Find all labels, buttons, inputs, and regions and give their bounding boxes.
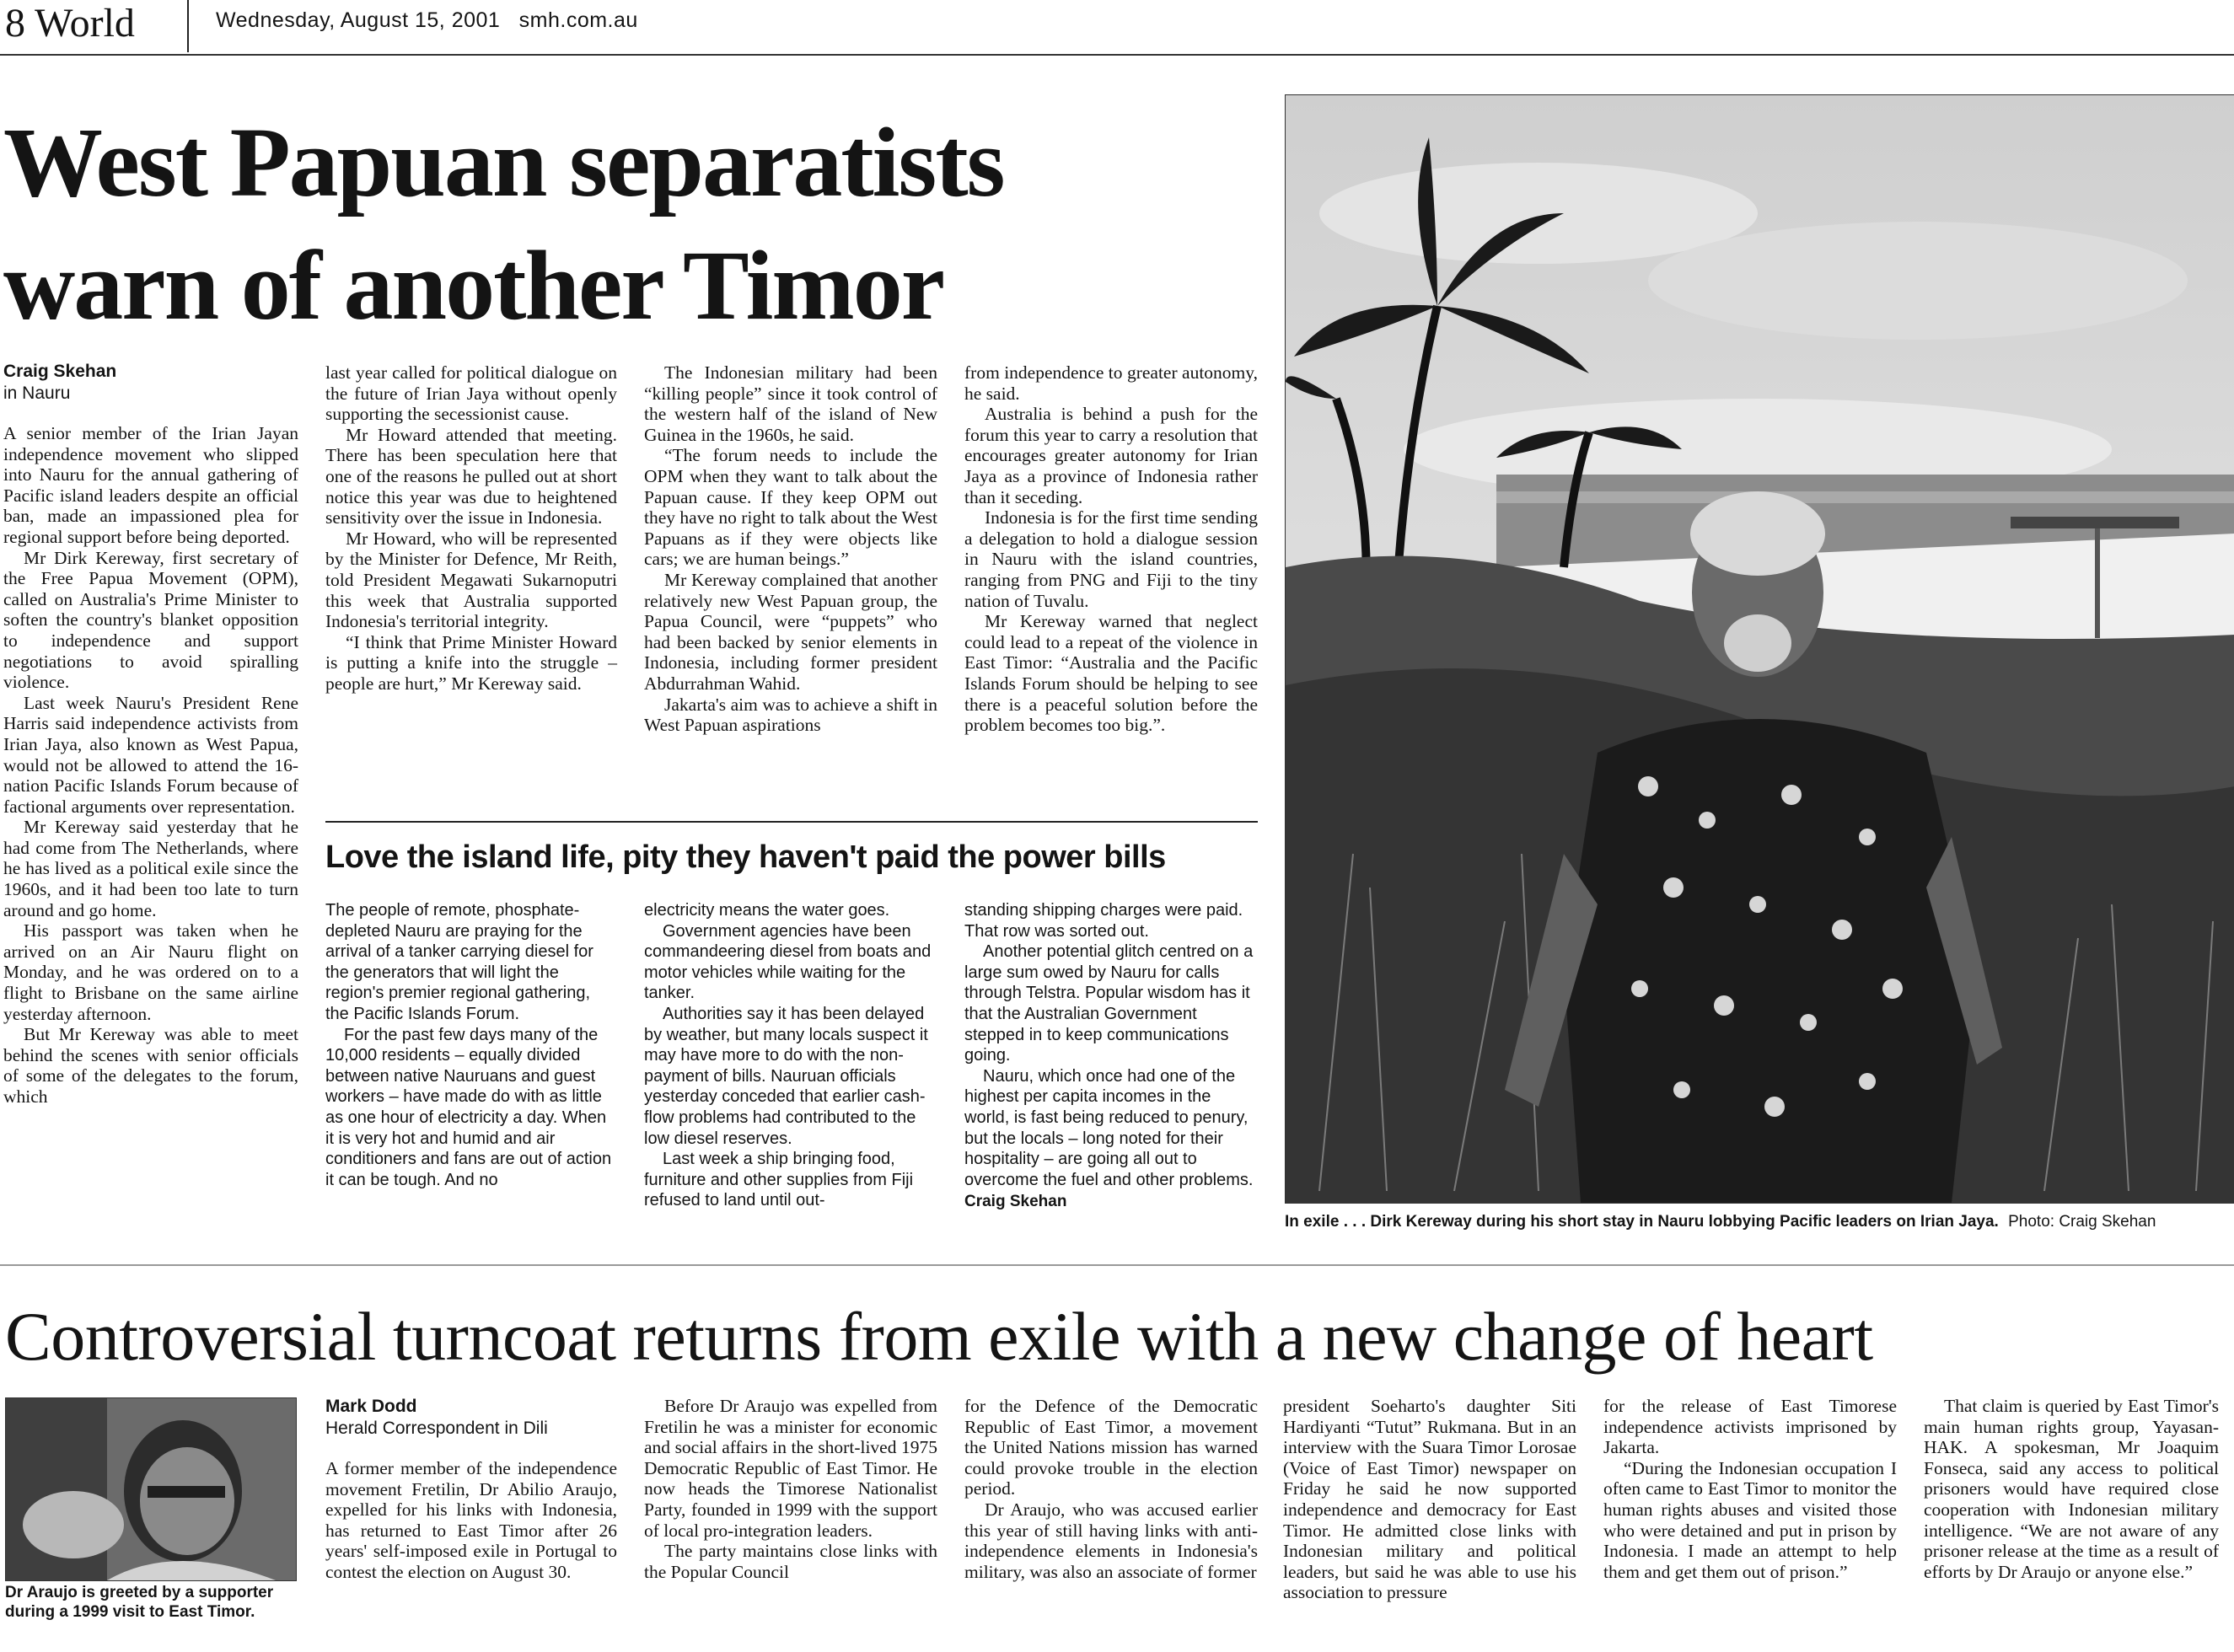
story3-column-6 <box>1924 1396 2219 1582</box>
header-divider <box>187 0 189 52</box>
paragraph: president Soeharto's daughter Siti Hardiyanti “Tutut” Rukmana. But in an interview with the Suara Timor Lorosae (Voice of East Timor) newspaper on Friday he said he now supported independence and democracy for East Timor. He admitted close links with Indonesian military and political leaders, but said he was able to use his association to pressure <box>1283 1396 1576 1603</box>
subhead: Love the island life, pity they haven't paid the power bills <box>325 839 1166 875</box>
article-column-3 <box>644 362 937 736</box>
paragraph: That claim is queried by East Timor's main human rights group, Yayasan-HAK. A spokesman, Mr Joaquim Fonseca, said any access to political prisoners would have required close cooperation with Indonesian military intelligence. “We are not aware of any prisoner release at the time as a result of efforts by Dr Araujo or anyone else.” <box>1924 1396 2219 1582</box>
date-line: Wednesday, August 15, 2001 smh.com.au <box>216 8 638 32</box>
page-section-label: 8 World <box>5 1 135 46</box>
subhead-rule <box>325 821 1258 823</box>
paragraph: Mr Kereway warned that neglect could lead to a repeat of the violence in East Timor: “Australia and the Pacific Islands Forum should be helping to see there is a peaceful solution before the problem becomes too big.”. <box>964 611 1258 736</box>
byline <box>3 361 298 405</box>
paragraph: Mr Kereway said yesterday that he had come from The Netherlands, where he has lived as a political exile since the 1960s, and it had been too late to turn around and go home. <box>3 817 298 920</box>
paragraph: A senior member of the Irian Jayan independence movement who slipped into Nauru for the annual gathering of Pacific island leaders despite an official ban, made an impassioned plea for regional support before being deported. <box>3 423 298 547</box>
paragraph: His passport was taken when he arrived on an Air Nauru flight on Monday, and he was ordered on to a flight to Brisbane on the same airline yesterday afternoon. <box>3 920 298 1024</box>
paragraph: The Indonesian military had been “killing people” since it took control of the western half of the island of New Guinea in the 1960s, he said. <box>644 362 937 445</box>
story-divider <box>0 1264 2234 1266</box>
byline-location: Herald Correspondent in Dili <box>325 1419 548 1438</box>
paragraph: The people of remote, phosphate-depleted Nauru are praying for the arrival of a tanker carrying diesel for the generators that will light the region's premier regional gathering, the Pacific Islands Forum. <box>325 901 593 1023</box>
paragraph: Dr Araujo, who was accused earlier this year of still having links with anti-independence elements in Indonesia's military, was also an associate of former <box>964 1499 1258 1582</box>
paragraph: Mr Dirk Kereway, first secretary of the Free Papua Movement (OPM), called on Australia's Prime Minister to soften the country's blanket opposition to independence and support negotiations to avoid spiralling violence. <box>3 547 298 693</box>
paragraph: The party maintains close links with the Popular Council <box>644 1541 937 1582</box>
paragraph: For the past few days many of the 10,000 residents – equally divided between native Nauruans and guest workers – have made do with as little as one hour of electricity a day. When it is very hot and humid and air conditioners and fans are out of action it can be tough. And no <box>325 1025 612 1189</box>
story3-column-4 <box>1283 1396 1576 1603</box>
paragraph: standing shipping charges were paid. That row was sorted out. <box>964 901 1243 941</box>
byline-name: Craig Skehan <box>3 362 117 381</box>
paragraph: Government agencies have been commandeering diesel from boats and motor vehicles while waiting for the tanker. <box>644 921 932 1003</box>
headline-line-2: warn of another Timor <box>3 230 944 341</box>
headline-main <box>3 101 1251 347</box>
article-column-4 <box>964 362 1258 736</box>
header-rule <box>0 54 2234 56</box>
headline-secondary: Controversial turncoat returns from exile with a new change of heart <box>5 1298 1873 1375</box>
paragraph: Before Dr Araujo was expelled from Fretilin he was a minister for economic and social affairs in the short-lived 1975 Democratic Republic of East Timor. He now heads the Timorese Nationalist Party, founded in 1999 with the support of local pro-integration leaders. <box>644 1396 937 1541</box>
headline-line-1: West Papuan separatists <box>3 107 1004 217</box>
story3-column-5 <box>1603 1396 1897 1582</box>
photo-credit: Photo: Craig Skehan <box>2008 1213 2156 1231</box>
paragraph: Nauru, which once had one of the highest per capita incomes in the world, is fast being reduced to penury, but the locals – long noted for their hospitality – are going all out to overcome the fuel and other problems. <box>964 1066 1254 1189</box>
paragraph: “I think that Prime Minister Howard is putting a knife into the struggle – people are hurt,” Mr Kereway said. <box>325 631 617 694</box>
paragraph: Jakarta's aim was to achieve a shift in West Papuan aspirations <box>644 694 937 736</box>
sidebar-byline: Craig Skehan <box>964 1193 1067 1211</box>
paragraph: from independence to greater autonomy, he said. <box>964 362 1258 404</box>
paragraph: electricity means the water goes. <box>644 901 890 920</box>
paragraph: Last week Nauru's President Rene Harris said independence activists from Irian Jaya, also known as West Papua, would not be allowed to attend the 16-nation Pacific Islands Forum because of factional arguments over representation. <box>3 692 298 817</box>
paragraph: last year called for political dialogue on the future of Irian Jaya without openly supporting the secessionist cause. <box>325 362 617 425</box>
paragraph: Authorities say it has been delayed by weather, but many locals suspect it may have more to do with the non-payment of bills. Nauruan officials yesterday conceded that earlier cash-flow problems had contributed to the low diesel reserves. <box>644 1004 928 1148</box>
byline-secondary <box>325 1396 620 1440</box>
paragraph: for the Defence of the Democratic Republic of East Timor, a movement the United Nations mission has warned could provoke trouble in the election period. <box>964 1396 1258 1499</box>
article-column-2 <box>325 362 617 695</box>
paragraph: for the release of East Timorese independence activists imprisoned by Jakarta. <box>1603 1396 1897 1458</box>
sidebar-column-3 <box>964 900 1258 1213</box>
paragraph: “The forum needs to include the OPM when they want to talk about the Papuan cause. If they keep OPM out they have no right to talk about the West Papuans as if they were objects like cars; we are human beings.” <box>644 445 937 570</box>
paragraph: Australia is behind a push for the forum this year to carry a resolution that encourages greater autonomy for Irian Jaya as a province of Indonesia rather than it seceding. <box>964 404 1258 507</box>
article-column-1 <box>3 423 298 1108</box>
paragraph: Another potential glitch centred on a large sum owed by Nauru for calls through Telstra. Popular wisdom has it that the Australian Government stepped in to keep communications going. <box>964 942 1254 1065</box>
paragraph: Indonesia is for the first time sending a delegation to hold a dialogue session in Nauru with the island countries, ranging from PNG and Fiji to the tiny nation of Tuvalu. <box>964 507 1258 611</box>
main-photo-caption <box>1285 1212 2156 1232</box>
byline-location: in Nauru <box>3 384 71 403</box>
paragraph: Last week a ship bringing food, furniture and other supplies from Fiji refused to land until out- <box>644 1150 914 1210</box>
sidebar-column-2 <box>644 900 937 1211</box>
paragraph: “During the Indonesian occupation I often came to East Timor to monitor the human rights abuses and visited those who were detained and put in prison by Indonesia. I made an attempt to help them and get them out of prison.” <box>1603 1457 1897 1582</box>
paragraph: Mr Kereway complained that another relatively new West Papuan group, the Papua Council, were “puppets” who had been backed by senior elements in Indonesia, including former president Abdurrahman Wahid. <box>644 569 937 694</box>
paragraph: Mr Howard, who will be represented by the Minister for Defence, Mr Reith, told President Megawati Sukarnoputri this week that Australia supported Indonesia's territorial integrity. <box>325 528 617 632</box>
secondary-photo <box>5 1397 297 1581</box>
story3-column-2 <box>644 1396 937 1582</box>
story3-column-3 <box>964 1396 1258 1582</box>
main-photo <box>1285 94 2234 1204</box>
story3-column-1 <box>325 1458 617 1583</box>
sidebar-column-1 <box>325 900 617 1190</box>
paragraph: A former member of the independence movement Fretilin, Dr Abilio Araujo, expelled for his links with Indonesia, has returned to East Timor after 26 years' self-imposed exile in Portugal to contest the election on August 30. <box>325 1458 617 1582</box>
byline-name: Mark Dodd <box>325 1397 417 1416</box>
paragraph: But Mr Kereway was able to meet behind the scenes with senior officials of some of the delegates to the forum, which <box>3 1024 298 1107</box>
caption-text: In exile . . . Dirk Kereway during his short stay in Nauru lobbying Pacific leaders on Irian Jaya. <box>1285 1213 1999 1231</box>
paragraph: Mr Howard attended that meeting. There has been speculation here that one of the reasons he pulled out at short notice this year was due to heightened sensitivity over the issue in Indonesia. <box>325 424 617 528</box>
secondary-photo-caption: Dr Araujo is greeted by a supporter during a 1999 visit to East Timor. <box>5 1584 274 1621</box>
